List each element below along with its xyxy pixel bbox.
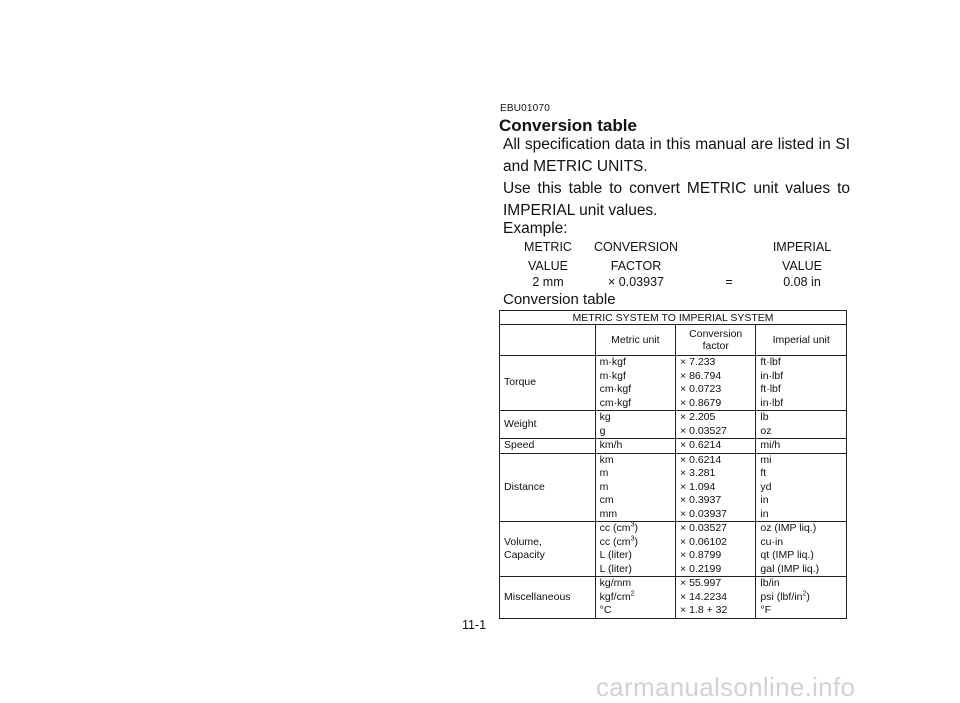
cell-value: mm [599, 507, 618, 520]
page-title: Conversion table [499, 116, 637, 135]
cell-value: km/h [599, 439, 623, 451]
column-header-imperial: Imperial unit [756, 325, 847, 356]
category-label: Speed [504, 439, 535, 451]
table-row [500, 411, 847, 439]
cell-value: × 3.281 [680, 467, 716, 479]
example-cell: 0.08 in [783, 275, 821, 289]
conversion-factor-cell [676, 411, 756, 439]
imperial-unit-cell [756, 356, 847, 411]
example-cell: × 0.03937 [608, 275, 664, 289]
example-cell: IMPERIAL [772, 240, 832, 254]
category-label: Distance [504, 480, 545, 493]
cell-value: gal (IMP liq.) [760, 562, 820, 575]
table-header-row [500, 325, 847, 356]
cell-value: m·kgf [599, 356, 626, 368]
category-cell [500, 453, 596, 522]
table-banner-row [500, 311, 847, 325]
cell-value: kg/mm [599, 577, 632, 589]
metric-unit-cell [595, 522, 675, 577]
example-label: Example: [503, 220, 568, 237]
cell-value: × 0.3937 [680, 494, 722, 506]
category-label: Volume, [504, 535, 542, 548]
cell-value: kgf/$cm^2$ [599, 590, 635, 603]
cell-value: in·lbf [760, 369, 784, 382]
table-row [500, 453, 847, 522]
usage-paragraph: Use this table to convert METRIC unit values to IMPERIAL unit values. [503, 180, 850, 219]
category-cell [500, 577, 596, 619]
cell-value: ft [760, 467, 767, 479]
cell-value: × 86.794 [680, 369, 722, 382]
cell-value: lb/in [760, 577, 780, 589]
cell-value: oz (IMP liq.) [760, 522, 817, 534]
cell-value: × 0.8799 [680, 549, 722, 561]
table-row [500, 356, 847, 411]
table-body [500, 356, 847, 619]
column-header-category [500, 325, 596, 356]
column-header-factor: Conversion factor [676, 325, 756, 356]
cell-value: × 2.205 [680, 411, 716, 423]
cell-value: m [599, 480, 609, 493]
cell-value: × 0.6214 [680, 439, 722, 451]
cell-value: psi $(lbf/in^2)$ [760, 590, 810, 603]
page-number: 11-1 [462, 618, 487, 632]
category-label: Capacity [504, 549, 545, 561]
example-cell: VALUE [527, 259, 569, 273]
cell-value: g [599, 424, 606, 437]
cell-value: L (liter) [599, 562, 632, 575]
cell-value: ft·lbf [760, 383, 781, 395]
cell-value: × 1.8 + 32 [680, 604, 728, 616]
cell-value: L (liter) [599, 549, 632, 561]
cell-value: × 0.8679 [680, 396, 722, 409]
category-cell [500, 411, 596, 439]
cell-value: × 0.2199 [680, 562, 722, 575]
cell-value: in [760, 494, 769, 506]
conversion-factor-cell [676, 577, 756, 619]
example-cell: 2 mm [532, 275, 564, 289]
example-cell: METRIC [524, 240, 572, 254]
cell-value: km [599, 453, 614, 466]
cell-value: cc $(cm^3)$ [599, 535, 638, 548]
cell-value: cm·kgf [599, 396, 632, 409]
table-row [500, 439, 847, 454]
cell-value: × 0.03527 [680, 522, 728, 534]
example-row-header-1 [503, 240, 850, 260]
cell-value: yd [760, 480, 772, 493]
imperial-unit-cell [756, 439, 847, 454]
cell-value: × 0.6214 [680, 453, 722, 466]
cell-value: cc $(cm^3)$ [599, 521, 638, 534]
example-cell: VALUE [781, 259, 823, 273]
cell-value: in [760, 507, 769, 520]
cell-value: m·kgf [599, 369, 626, 382]
metric-unit-cell [595, 411, 675, 439]
metric-unit-cell [595, 356, 675, 411]
category-label: Weight [504, 417, 537, 430]
intro-paragraph: All specification data in this manual are listed in SI and METRIC UNITS. [503, 136, 850, 175]
table-row [500, 522, 847, 577]
table-title: Conversion table [503, 291, 616, 308]
cell-value: × 7.233 [680, 356, 716, 368]
category-label: Miscellaneous [504, 590, 571, 603]
cell-value: × 0.03527 [680, 424, 728, 437]
cell-value: m [599, 467, 609, 479]
cell-value: × 0.03937 [680, 507, 728, 520]
cell-value: qt (IMP liq.) [760, 549, 814, 561]
category-cell [500, 439, 596, 454]
category-cell [500, 356, 596, 411]
cell-value: oz [760, 424, 772, 437]
example-cell: CONVERSION [593, 240, 679, 254]
example-cell: FACTOR [610, 259, 662, 273]
section-code: EBU01070 [500, 103, 550, 114]
cell-value: × 0.06102 [680, 535, 728, 548]
cell-value: kg [599, 411, 611, 423]
cell-value: mi/h [760, 439, 781, 451]
table-banner: METRIC SYSTEM TO IMPERIAL SYSTEM [500, 311, 847, 325]
cell-value: × 14.2234 [680, 590, 728, 603]
column-header-metric: Metric unit [595, 325, 675, 356]
conversion-factor-cell [676, 356, 756, 411]
metric-unit-cell [595, 577, 675, 619]
metric-unit-cell [595, 439, 675, 454]
cell-value: in·lbf [760, 396, 784, 409]
example-cell: = [725, 275, 733, 289]
cell-value: cu·in [760, 535, 784, 548]
conversion-factor-cell [676, 522, 756, 577]
cell-value: °C [599, 604, 612, 616]
cell-value: lb [760, 411, 769, 423]
cell-value: mi [760, 453, 772, 466]
cell-value: cm [599, 494, 614, 506]
cell-value: °F [760, 604, 772, 616]
cell-value: × 1.094 [680, 480, 716, 493]
cell-value: cm·kgf [599, 383, 632, 395]
cell-value: ft·lbf [760, 356, 781, 368]
imperial-unit-cell [756, 577, 847, 619]
category-label: Torque [504, 376, 537, 389]
imperial-unit-cell [756, 522, 847, 577]
watermark: carmanualsonline.info [596, 672, 856, 702]
cell-value: × 55.997 [680, 577, 722, 589]
cell-value: × 0.0723 [680, 383, 722, 395]
imperial-unit-cell [756, 453, 847, 522]
table-row [500, 577, 847, 619]
imperial-unit-cell [756, 411, 847, 439]
metric-unit-cell [595, 453, 675, 522]
conversion-factor-cell [676, 453, 756, 522]
conversion-table [499, 310, 847, 619]
conversion-factor-cell [676, 439, 756, 454]
category-cell [500, 522, 596, 577]
